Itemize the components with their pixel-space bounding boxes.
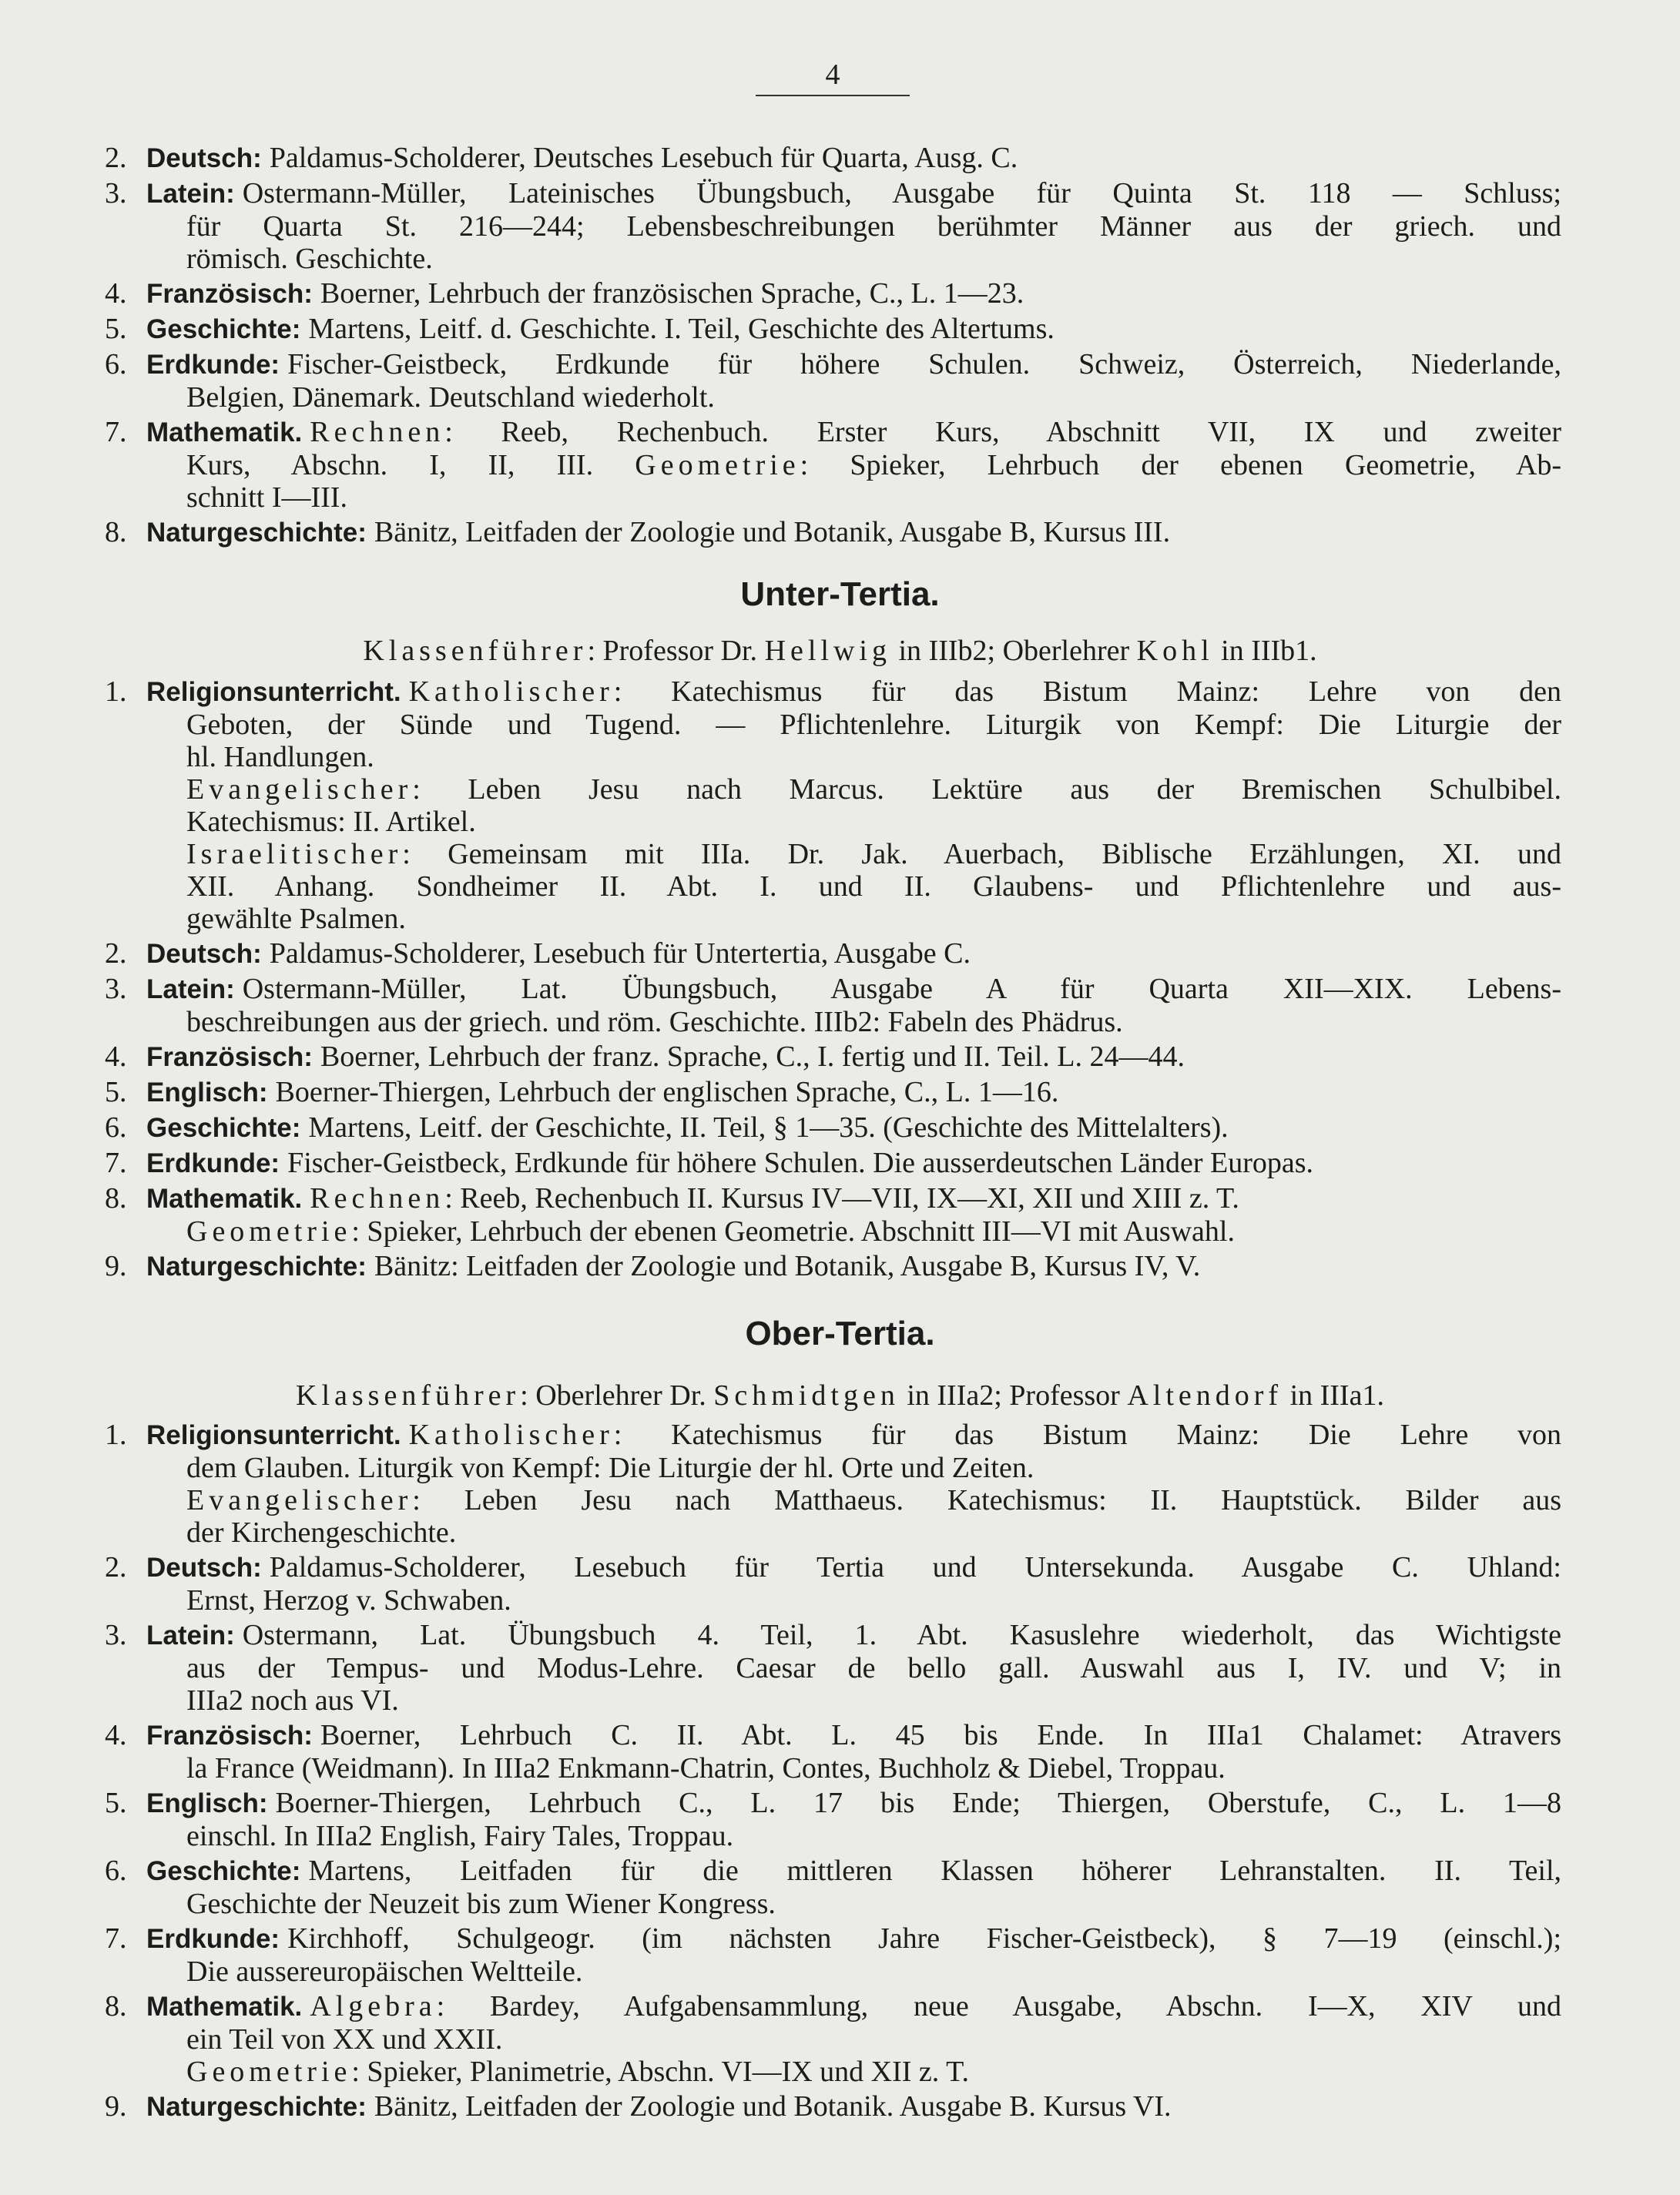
subject-label: Latein: [146,974,235,1004]
line-text: Die aussereuropäischen Weltteile. [186,1955,583,1988]
list-item [105,1619,1561,1717]
subject-label: Mathematik. [146,1184,303,1214]
line-text: schnitt I—III. [186,481,347,514]
section-ober-tertia-list [105,1419,1561,2126]
text-line [146,937,1561,970]
text-line [146,1551,1561,1584]
list-item [105,1041,1561,1074]
subject-label: Naturgeschichte: [146,1252,367,1282]
line-text: Martens, Leitfaden für die mittleren Klassen höherer Lehranstalten. II. Teil, [308,1855,1561,1887]
subject-label: Mathematik. [146,1992,303,2022]
spaced-term: Geometrie [635,449,800,481]
item-number: 3. [105,1619,127,1651]
line-text: Paldamus-Scholderer, Lesebuch für Untertertia, Ausgabe C. [269,937,971,970]
line-text: Boerner-Thiergen, Lehrbuch der englischen Sprache, C., L. 1—16. [275,1076,1059,1108]
subject-label: Latein: [146,1620,235,1650]
list-item [105,1922,1561,1988]
line-text: Fischer-Geistbeck, Erdkunde für höhere Schulen. Die ausserdeutschen Länder Europas. [287,1147,1314,1179]
spaced-term: Klassenführer [363,635,588,667]
line-text: Boerner-Thiergen, Lehrbuch C., L. 17 bis Ende; Thiergen, Oberstufe, C., L. 1—8 [275,1787,1561,1819]
item-number: 2. [105,937,127,970]
line-text: Martens, Leitf. d. Geschichte. I. Teil, Geschichte des Altertums. [308,313,1055,345]
subject-label: Deutsch: [146,1553,262,1583]
item-number: 3. [105,177,127,209]
spaced-term: Katholischer [408,1419,614,1451]
item-number: 5. [105,1787,127,1819]
line-text: Kirchhoff, Schulgeogr. (im nächsten Jahre Fischer-Geistbeck), § 7—19 (einschl.); [287,1922,1561,1955]
subject-label: Religionsunterricht. [146,1420,401,1450]
spaced-term: Kohl [1136,635,1214,667]
text-line [186,2023,1561,2056]
item-number: 7. [105,1147,127,1179]
spaced-term: Altendorf [1127,1379,1283,1412]
text-line [146,1147,1561,1180]
text-line [186,1484,1561,1516]
text-line [186,1955,1561,1988]
spaced-term: Rechnen [310,416,445,448]
subject-label: Englisch: [146,1077,268,1108]
text-line [186,1584,1561,1617]
line-text: in IIIb2; Oberlehrer [891,635,1137,667]
line-text: : Spieker, Lehrbuch der ebenen Geometrie, Ab- [800,449,1562,481]
list-item [105,516,1561,549]
text-line [146,1250,1561,1283]
list-item [105,973,1561,1038]
section-quarta-list [105,142,1561,551]
item-number: 2. [105,142,127,174]
item-number: 3. [105,973,127,1005]
text-line [186,806,1561,838]
line-text: Bänitz, Leitfaden der Zoologie und Botanik. Ausgabe B. Kursus VI. [374,2090,1172,2123]
spaced-term: Schmidtgen [713,1379,900,1412]
spaced-term: Hellwig [764,635,891,667]
item-number: 9. [105,2090,127,2123]
subject-label: Geschichte: [146,1856,301,1886]
subject-label: Naturgeschichte: [146,518,367,548]
line-text: : Reeb, Rechenbuch II. Kursus IV—VII, IX—XI, XII und XIII z. T. [444,1182,1239,1215]
line-text: in IIIa1. [1283,1379,1384,1412]
line-text: : Oberlehrer Dr. [520,1379,714,1412]
line-text: Kurs, Abschn. I, II, III. [186,449,635,481]
spaced-term: Evangelischer [186,773,413,806]
spaced-term: Israelitischer [186,838,403,870]
line-text: : Bardey, Aufgabensammlung, neue Ausgabe, Abschn. I—X, XIV und [436,1990,1561,2022]
line-text: : Katechismus für das Bistum Mainz: Die Lehre von [613,1419,1561,1451]
text-line [146,1619,1561,1652]
line-text: Bänitz, Leitfaden der Zoologie und Botanik, Ausgabe B, Kursus III. [374,516,1171,548]
line-text: Martens, Leitf. der Geschichte, II. Teil, § 1—35. (Geschichte des Mittelalters). [308,1111,1229,1144]
list-item [105,675,1561,935]
subject-label: Erdkunde: [146,1148,280,1178]
text-line [146,1041,1561,1074]
spaced-term: Klassenführer [296,1379,521,1412]
text-line [146,675,1561,709]
line-text: Fischer-Geistbeck, Erdkunde für höhere Schulen. Schweiz, Österreich, Niederlande, [287,348,1561,380]
list-item [105,277,1561,310]
list-item [105,313,1561,346]
line-text: hl. Handlungen. [186,741,374,773]
list-item [105,1076,1561,1109]
item-number: 1. [105,675,127,708]
text-line [186,709,1561,741]
line-text: Boerner, Lehrbuch der franz. Sprache, C., I. fertig und II. Teil. L. 24—44. [320,1041,1185,1073]
item-number: 5. [105,313,127,345]
line-text: la France (Weidmann). In IIIa2 Enkmann-Chatrin, Contes, Buchholz & Diebel, Troppau. [186,1752,1226,1784]
line-text: aus der Tempus- und Modus-Lehre. Caesar de bello gall. Auswahl aus I, IV. und V; in [186,1652,1561,1684]
text-line [186,1684,1561,1717]
text-line [186,449,1561,481]
list-item [105,1990,1561,2088]
section-heading-unter-tertia: Unter-Tertia. [740,575,940,613]
line-text: IIIa2 noch aus VI. [186,1684,399,1717]
list-item [105,1111,1561,1144]
subject-label: Naturgeschichte: [146,2092,367,2122]
text-line [186,773,1561,806]
item-number: 4. [105,1719,127,1751]
line-text: gewählte Psalmen. [186,903,406,935]
text-line [186,1516,1561,1549]
line-text: ein Teil von XX und XXII. [186,2023,503,2056]
line-text: einschl. In IIIa2 English, Fairy Tales, Troppau. [186,1820,734,1852]
text-line [186,1752,1561,1784]
text-line [146,1855,1561,1888]
line-text: Ostermann, Lat. Übungsbuch 4. Teil, 1. Abt. Kasuslehre wiederholt, das Wichtigste [242,1619,1561,1651]
text-line [146,1419,1561,1452]
item-number: 6. [105,1111,127,1144]
page-number-rule [756,95,910,96]
line-text: Ostermann-Müller, Lateinisches Übungsbuch, Ausgabe für Quinta St. 118 — Schluss; [242,177,1561,209]
text-line [146,277,1561,310]
text-line [146,2090,1561,2123]
text-line [186,1215,1561,1248]
item-number: 1. [105,1419,127,1451]
list-item [105,348,1561,414]
line-text: : Spieker, Planimetrie, Abschn. VI—IX und XII z. T. [351,2056,969,2088]
text-line [146,1076,1561,1109]
item-number: 7. [105,416,127,448]
text-line [186,1652,1561,1684]
subject-label: Französisch: [146,1721,313,1751]
line-text: : Professor Dr. [587,635,765,667]
page-number: 4 [825,59,840,91]
item-number: 8. [105,1182,127,1215]
line-text: Geschichte der Neuzeit bis zum Wiener Kongress. [186,1888,776,1920]
list-item [105,142,1561,175]
line-text: : Gemeinsam mit IIIa. Dr. Jak. Auerbach, Biblische Erzählungen, XI. und [402,838,1561,870]
line-text: Bänitz: Leitfaden der Zoologie und Botanik, Ausgabe B, Kursus IV, V. [374,1250,1201,1282]
text-line [146,1182,1561,1215]
line-text: : Leben Jesu nach Matthaeus. Katechismus: II. Hauptstück. Bilder aus [412,1484,1561,1516]
line-text: Ernst, Herzog v. Schwaben. [186,1584,511,1617]
text-line [186,870,1561,903]
section-heading-ober-tertia: Ober-Tertia. [745,1315,935,1352]
text-line [146,1990,1561,2023]
subject-label: Mathematik. [146,417,303,447]
subject-label: Englisch: [146,1788,268,1818]
text-line [186,903,1561,935]
subject-label: Französisch: [146,1042,313,1072]
line-text: in IIIb1. [1213,635,1317,667]
text-line [186,838,1561,870]
subject-label: Französisch: [146,279,313,309]
text-line [146,1787,1561,1820]
text-line [186,243,1561,275]
subject-label: Erdkunde: [146,1924,280,1954]
line-text: für Quarta St. 216—244; Lebensbeschreibungen berühmter Männer aus der griech. und [186,210,1561,243]
item-number: 8. [105,1990,127,2022]
list-item [105,1182,1561,1248]
subject-label: Religionsunterricht. [146,677,401,707]
list-item [105,1719,1561,1784]
item-number: 6. [105,1855,127,1887]
text-line [186,741,1561,773]
line-text: Ostermann-Müller, Lat. Übungsbuch, Ausgabe A für Quarta XII—XIX. Lebens- [242,973,1561,1005]
item-number: 5. [105,1076,127,1108]
text-line [186,1452,1561,1484]
item-number: 6. [105,348,127,380]
line-text: in IIIa2; Professor [899,1379,1128,1412]
line-text: : Spieker, Lehrbuch der ebenen Geometrie. Abschnitt III—VI mit Auswahl. [351,1215,1235,1248]
spaced-term: Geometrie [186,1215,352,1248]
subject-label: Latein: [146,179,235,209]
item-number: 7. [105,1922,127,1955]
line-text: Paldamus-Scholderer, Lesebuch für Tertia und Untersekunda. Ausgabe C. Uhland: [269,1551,1561,1583]
class-leaders-ober-tertia [0,1379,1680,1412]
list-item [105,2090,1561,2123]
spaced-term: Algebra [310,1990,437,2022]
item-number: 9. [105,1250,127,1282]
spaced-term: Evangelischer [186,1484,413,1516]
text-line [186,1006,1561,1038]
text-line [146,516,1561,549]
item-number: 2. [105,1551,127,1583]
subject-label: Geschichte: [146,314,301,344]
list-item [105,1250,1561,1283]
list-item [105,1855,1561,1920]
line-text: beschreibungen aus der griech. und röm. Geschichte. IIIb2: Fabeln des Phädrus. [186,1006,1123,1038]
line-text: der Kirchengeschichte. [186,1516,457,1549]
spaced-term: Geometrie [186,2056,352,2088]
line-text: Boerner, Lehrbuch der französischen Sprache, C., L. 1—23. [320,277,1024,310]
subject-label: Geschichte: [146,1113,301,1143]
class-leaders-unter-tertia [0,635,1680,667]
line-text: Belgien, Dänemark. Deutschland wiederholt. [186,381,715,414]
text-line [186,1820,1561,1852]
list-item [105,1787,1561,1852]
text-line [146,416,1561,449]
text-line [146,177,1561,210]
text-line [146,142,1561,175]
text-line [146,1111,1561,1144]
list-item [105,1419,1561,1549]
list-item [105,1147,1561,1180]
line-text: : Reeb, Rechenbuch. Erster Kurs, Abschnitt VII, IX und zweiter [444,416,1561,448]
line-text: Katechismus: II. Artikel. [186,806,476,838]
item-number: 4. [105,1041,127,1073]
text-line [186,2056,1561,2088]
text-line [186,481,1561,514]
subject-label: Deutsch: [146,939,262,969]
line-text: : Katechismus für das Bistum Mainz: Lehre von den [613,675,1561,708]
section-unter-tertia-list [105,675,1561,1285]
text-line [186,210,1561,243]
text-line [146,973,1561,1006]
list-item [105,416,1561,514]
subject-label: Erdkunde: [146,350,280,380]
text-line [186,1888,1561,1920]
item-number: 8. [105,516,127,548]
list-item [105,937,1561,970]
line-text: : Leben Jesu nach Marcus. Lektüre aus der Bremischen Schulbibel. [412,773,1561,806]
text-line [146,1922,1561,1955]
line-text: Boerner, Lehrbuch C. II. Abt. L. 45 bis Ende. In IIIa1 Chalamet: Atravers [320,1719,1561,1751]
spaced-term: Rechnen [310,1182,445,1215]
text-line [186,381,1561,414]
list-item [105,177,1561,275]
subject-label: Deutsch: [146,143,262,173]
line-text: römisch. Geschichte. [186,243,433,275]
item-number: 4. [105,277,127,310]
text-line [146,1719,1561,1752]
line-text: dem Glauben. Liturgik von Kempf: Die Liturgie der hl. Orte und Zeiten. [186,1452,1034,1484]
list-item [105,1551,1561,1617]
line-text: Geboten, der Sünde und Tugend. — Pflichtenlehre. Liturgik von Kempf: Die Liturgie der [186,709,1561,741]
spaced-term: Katholischer [408,675,614,708]
line-text: XII. Anhang. Sondheimer II. Abt. I. und II. Glaubens- und Pflichtenlehre und aus- [186,870,1561,903]
text-line [146,348,1561,381]
text-line [146,313,1561,346]
line-text: Paldamus-Scholderer, Deutsches Lesebuch für Quarta, Ausg. C. [269,142,1018,174]
